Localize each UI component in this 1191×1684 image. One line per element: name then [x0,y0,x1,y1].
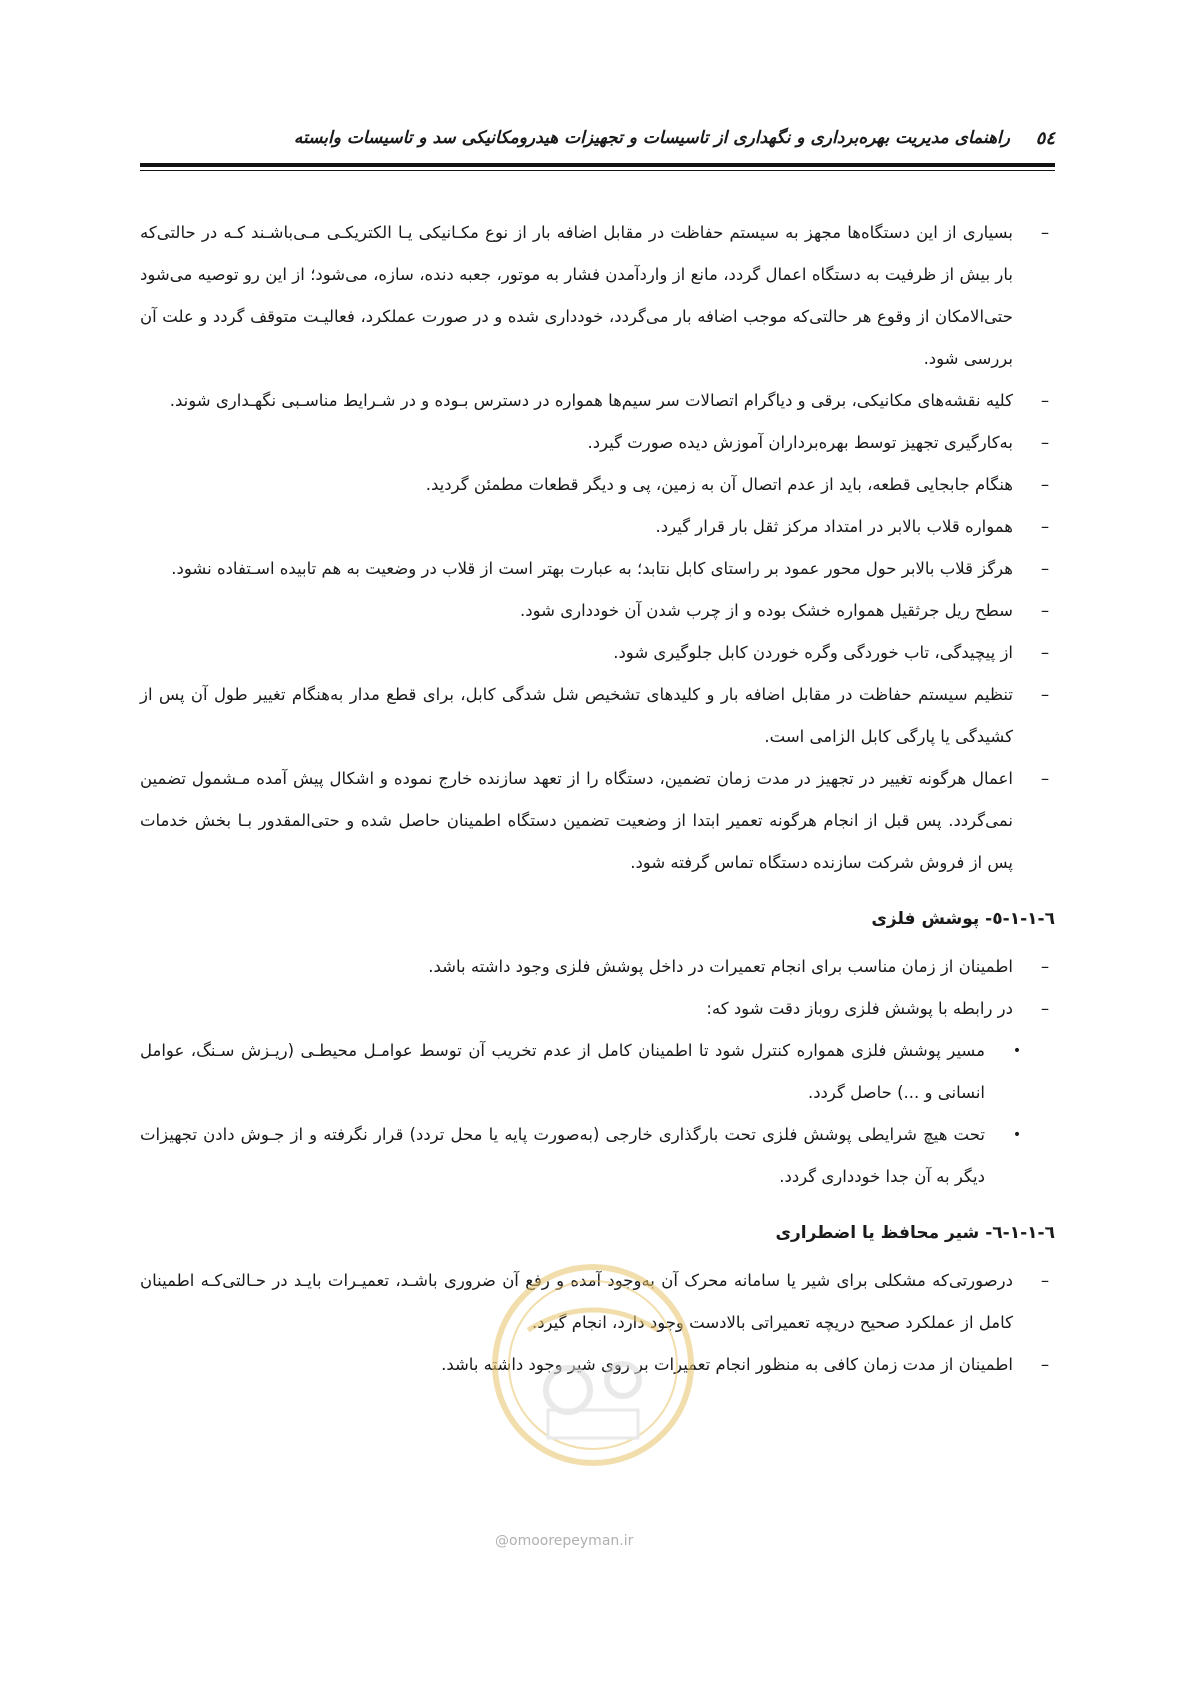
list-item: – هنگام جابجایی قطعه، باید از عدم اتصال آن به زمین، پی و دیگر قطعات مطمئن گردید. [140,464,1055,506]
list-item: – اعمال هرگونه تغییر در تجهیز در مدت زمان تضمین، دستگاه را از تعهد سازنده خارج نموده و اشکال پیش آمده مـشمول تضمین نمی‌گردد. پس قبل از انجام هرگونه تعمیر ابتدا از وضعیت تضمین دستگاه اطمینان حاصل شده و حتی‌المقدور بـا بخش خدمات پس از فروش شرکت سازنده دستگاه تماس گرفته شود. [140,758,1055,884]
list-item: – از پیچیدگی، تاب خوردگی وگره خوردن کابل جلوگیری شود. [140,632,1055,674]
list-item: – هرگز قلاب بالابر حول محور عمود بر راستای کابل نتابد؛ به عبارت بهتر است از قلاب در وضعیت به هم تابیده اسـتفاده نشود. [140,548,1055,590]
list-item: – اطمینان از مدت زمان کافی به منظور انجام تعمیرات بر روی شیر وجود داشته باشد. [140,1344,1055,1386]
list-item: – درصورتی‌که مشکلی برای شیر یا سامانه محرک آن به‌وجود آمده و رفع آن ضروری باشـد، تعمیـرات بایـد در حـالتی‌کـه اطمینان کامل از عملکرد صحیح دریچه تعمیراتی بالادست وجود دارد، انجام گیرد. [140,1260,1055,1344]
list-item: – در رابطه با پوشش فلزی روباز دقت شود که: [140,988,1055,1030]
dash-mark: – [1040,433,1050,452]
header-rule-thick [140,163,1055,167]
list-item: – همواره قلاب بالابر در امتداد مرکز ثقل بار قرار گیرد. [140,506,1055,548]
dash-mark: – [1040,601,1050,620]
dash-mark: – [1040,559,1050,578]
dash-mark: – [1040,999,1050,1018]
watermark-logo-icon [488,1260,698,1470]
dash-mark: – [1040,223,1050,242]
list-item: – اطمینان از زمان مناسب برای انجام تعمیرات در داخل پوشش فلزی وجود داشته باشد. [140,946,1055,988]
list-item: – به‌کارگیری تجهیز توسط بهره‌برداران آموزش دیده صورت گیرد. [140,422,1055,464]
dash-mark: – [1040,517,1050,536]
dash-mark: – [1040,685,1050,704]
section-heading: ٦-١-١-٥- پوشش فلزی [871,909,1055,929]
dash-mark: – [1040,1271,1050,1290]
dash-mark: – [1040,475,1050,494]
section-heading: ٦-١-١-٦- شیر محافظ یا اضطراری [775,1223,1055,1243]
page-content [140,212,1055,1386]
list-item: – کلیه نقشه‌های مکانیکی، برقی و دیاگرام اتصالات سر سیم‌ها همواره در دسترس بـوده و در شـرایط مناسـبی نگهـداری شوند. [140,380,1055,422]
dash-mark: – [1040,1355,1050,1374]
header-rule-thin [140,170,1055,171]
bullet-item: • تحت هیچ شرایطی پوشش فلزی تحت بارگذاری خارجی (به‌صورت پایه یا محل تردد) قرار نگرفته و از جـوش دادن تجهیزات دیگر به آن جدا خودداری گردد. [140,1114,1055,1198]
bullet-mark: • [1012,1043,1022,1059]
page-header [140,128,1055,158]
dash-mark: – [1040,769,1050,788]
list-item: – تنظیم سیستم حفاظت در مقابل اضافه بار و کلیدهای تشخیص شل شدگی کابل، برای قطع مدار به‌هنگام تغییر طول آن پس از کشیدگی یا پارگی کابل الزامی است. [140,674,1055,758]
watermark-site-text: @omoorepeyman.ir [495,1533,634,1549]
page-number: ٥٤ [1035,128,1055,149]
dash-mark: – [1040,643,1050,662]
list-item: – سطح ریل جرثقیل همواره خشک بوده و از چرب شدن آن خودداری شود. [140,590,1055,632]
header-title: راهنمای مدیریت بهره‌برداری و نگهداری از تاسیسات و تجهیزات هیدرومکانیکی سد و تاسیسات وابسته [293,128,1010,148]
bullet-item: • مسیر پوشش فلزی همواره کنترل شود تا اطمینان کامل از عدم تخریب آن توسط عوامـل محیطـی (ریـزش سـنگ، عوامل انسانی و ...) حاصل گردد. [140,1030,1055,1114]
list-item: – بسیاری از این دستگاه‌ها مجهز به سیستم حفاظت در مقابل اضافه بار از نوع مکـانیکی یـا الکتریکـی مـی‌باشـند کـه در حالتی‌که بار بیش از ظرفیت به دستگاه اعمال گردد، مانع از واردآمدن فشار به موتور، جعبه دنده، سازه، می‌شود؛ از این رو توصیه می‌شود حتی‌الامکان از وقوع هر حالتی‌که موجب اضافه بار می‌گردد، خودداری شده و در صورت عملکرد، فعالیـت متوقف گردد و علت آن بررسی شود. [140,212,1055,380]
dash-mark: – [1040,391,1050,410]
bullet-mark: • [1012,1127,1022,1143]
dash-mark: – [1040,957,1050,976]
